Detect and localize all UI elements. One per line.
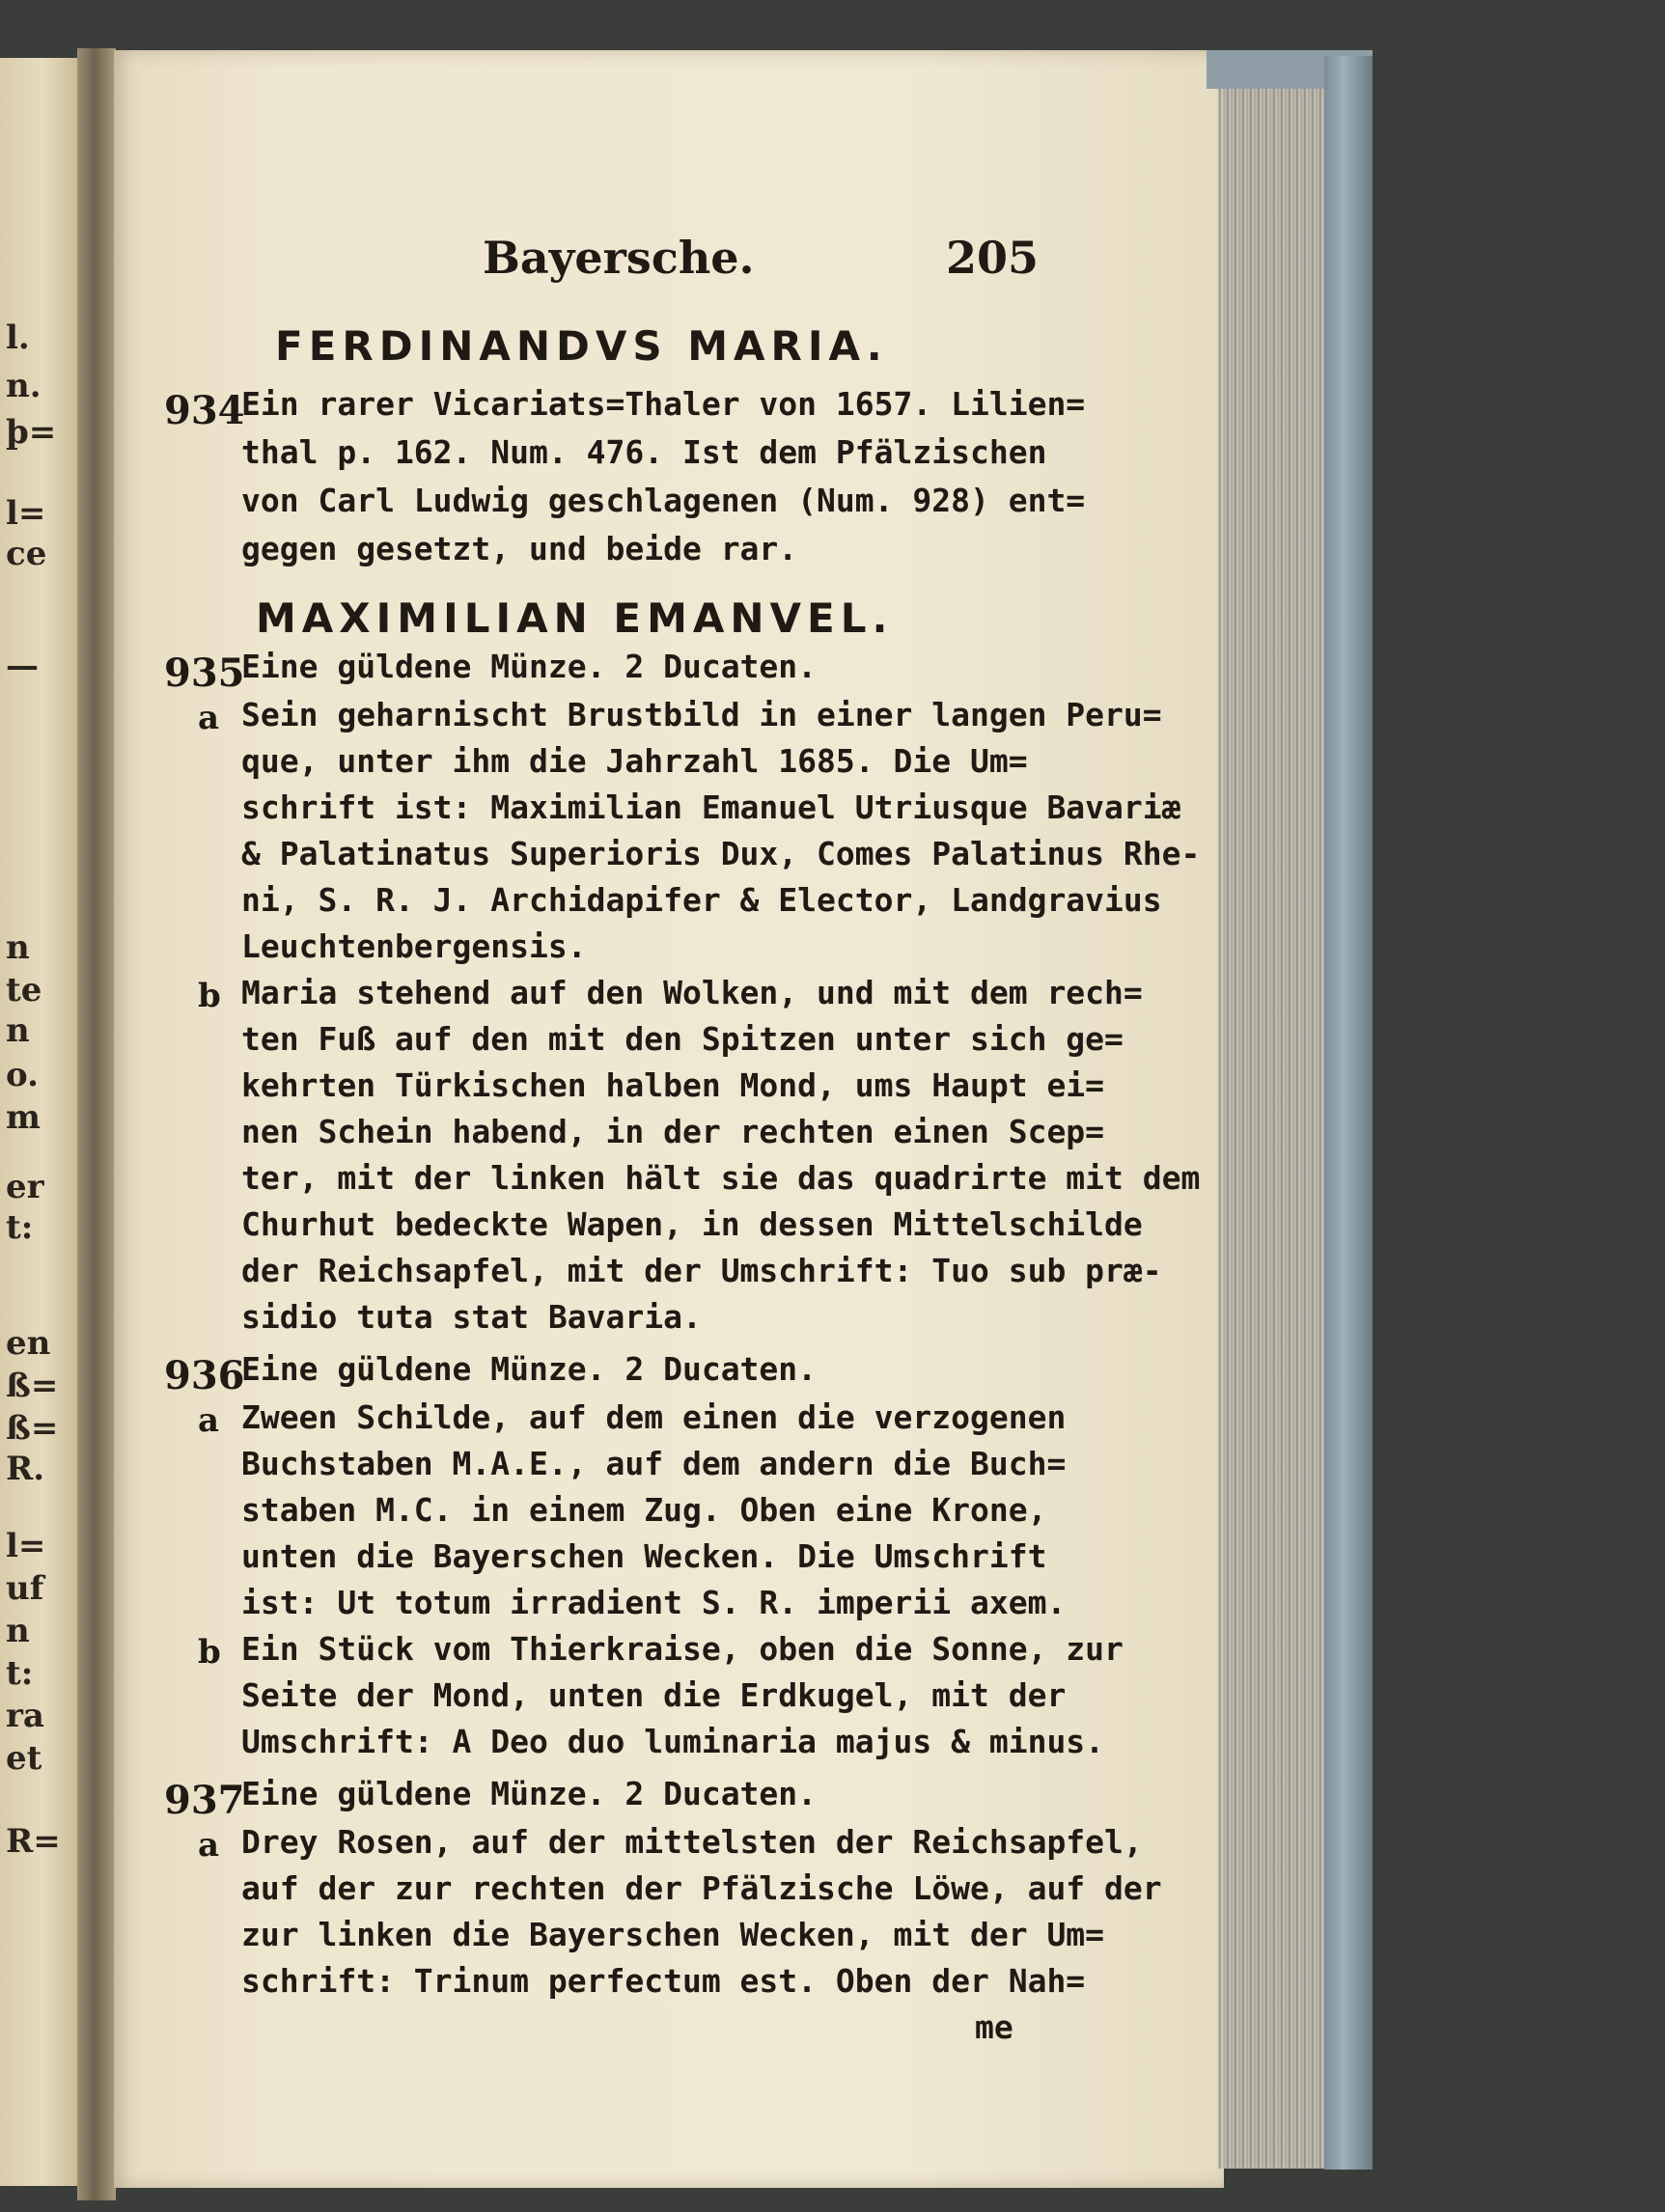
text-line: thal p. 162. Num. 476. Ist dem Pfälzischen	[241, 433, 1047, 471]
left-fragment: et	[6, 1739, 42, 1778]
left-fragment: l=	[6, 494, 46, 533]
text-line: schrift ist: Maximilian Emanuel Utriusque Bavariæ	[241, 788, 1181, 826]
left-fragment: l=	[6, 1527, 46, 1565]
page-stack-edges	[1218, 89, 1324, 2169]
text-line: Churhut bedeckte Wapen, in dessen Mittelschilde	[241, 1205, 1143, 1243]
section-heading: FERDINANDVS MARIA.	[275, 322, 888, 370]
text-line: ni, S. R. J. Archidapifer & Elector, Landgravius	[241, 881, 1162, 919]
text-line: Ein Stück vom Thierkraise, oben die Sonne, zur	[241, 1630, 1124, 1668]
left-fragment: n	[6, 928, 30, 967]
entry-title: Eine güldene Münze. 2 Ducaten.	[241, 1775, 818, 1812]
text-line: Leuchtenbergensis.	[241, 927, 587, 965]
text-line: unten die Bayerschen Wecken. Die Umschrift	[241, 1537, 1047, 1575]
side-label: b	[198, 1633, 221, 1672]
text-line: Ein rarer Vicariats=Thaler von 1657. Lilien=	[241, 385, 1086, 423]
text-line: gegen gesetzt, und beide rar.	[241, 530, 798, 567]
left-fragment: R=	[6, 1822, 61, 1861]
book-cover-edge	[1324, 56, 1373, 2170]
left-fragment: te	[6, 971, 42, 1009]
text-line: Umschrift: A Deo duo luminaria majus & minus.	[241, 1723, 1105, 1760]
side-label: a	[198, 1826, 220, 1865]
entry-number: 936	[164, 1353, 245, 1398]
text-line: staben M.C. in einem Zug. Oben eine Krone,	[241, 1491, 1047, 1529]
text-line: der Reichsapfel, mit der Umschrift: Tuo sub præ-	[241, 1252, 1162, 1289]
entry-number: 934	[164, 388, 245, 433]
left-fragment: —	[6, 647, 39, 685]
left-fragment: m	[6, 1098, 41, 1137]
text-line: schrift: Trinum perfectum est. Oben der Nah=	[241, 1962, 1086, 2000]
left-fragment: t:	[6, 1208, 34, 1247]
left-fragment: n	[6, 1011, 30, 1050]
page-number: 205	[946, 232, 1040, 284]
text-line: ist: Ut totum irradient S. R. imperii axem.	[241, 1584, 1067, 1621]
book-gutter	[77, 48, 116, 2200]
left-fragment: ß=	[6, 1367, 59, 1405]
left-fragment: o.	[6, 1056, 39, 1094]
text-line: & Palatinatus Superioris Dux, Comes Palatinus Rhe-	[241, 835, 1201, 872]
text-line: zur linken die Bayerschen Wecken, mit der Um=	[241, 1916, 1105, 1953]
left-fragment: er	[6, 1168, 44, 1206]
section-heading: MAXIMILIAN EMANVEL.	[256, 594, 894, 642]
left-fragment: uf	[6, 1569, 44, 1608]
left-fragment: ß=	[6, 1409, 59, 1448]
left-fragment: n.	[6, 367, 42, 405]
left-fragment: R.	[6, 1450, 45, 1488]
entry-title: Eine güldene Münze. 2 Ducaten.	[241, 648, 818, 685]
text-line: Buchstaben M.A.E., auf dem andern die Buch=	[241, 1445, 1067, 1482]
left-fragment: ra	[6, 1697, 44, 1735]
text-line: auf der zur rechten der Pfälzische Löwe, auf der	[241, 1869, 1162, 1907]
text-line: Zween Schilde, auf dem einen die verzogenen	[241, 1398, 1067, 1436]
text-line: Drey Rosen, auf der mittelsten der Reichsapfel,	[241, 1823, 1143, 1861]
text-line: Maria stehend auf den Wolken, und mit dem rech=	[241, 974, 1143, 1011]
left-fragment: en	[6, 1324, 51, 1363]
entry-number: 937	[164, 1778, 245, 1823]
text-line: von Carl Ludwig geschlagenen (Num. 928) ent=	[241, 482, 1086, 519]
side-label: a	[198, 1401, 220, 1440]
left-fragment: t:	[6, 1654, 34, 1693]
text-line: kehrten Türkischen halben Mond, ums Haupt ei=	[241, 1066, 1105, 1104]
left-fragment: ce	[6, 535, 47, 573]
text-line: Seite der Mond, unten die Erdkugel, mit der	[241, 1676, 1067, 1714]
running-title: Bayersche.	[483, 232, 755, 284]
text-line: nen Schein habend, in der rechten einen Scep=	[241, 1113, 1105, 1150]
catchword: me	[975, 2008, 1013, 2046]
text-line: ten Fuß auf den mit den Spitzen unter sich ge=	[241, 1020, 1124, 1058]
entry-number: 935	[164, 650, 245, 696]
text-line: que, unter ihm die Jahrzahl 1685. Die Um=	[241, 742, 1028, 780]
left-fragment: n	[6, 1612, 30, 1650]
left-fragment: þ=	[6, 413, 57, 452]
side-label: a	[198, 699, 220, 737]
text-line: ter, mit der linken hält sie das quadrirte mit dem	[241, 1159, 1201, 1197]
left-fragment: l.	[6, 318, 30, 357]
text-line: Sein geharnischt Brustbild in einer langen Peru=	[241, 696, 1162, 733]
text-line: sidio tuta stat Bavaria.	[241, 1298, 702, 1336]
entry-title: Eine güldene Münze. 2 Ducaten.	[241, 1350, 818, 1388]
side-label: b	[198, 977, 221, 1015]
